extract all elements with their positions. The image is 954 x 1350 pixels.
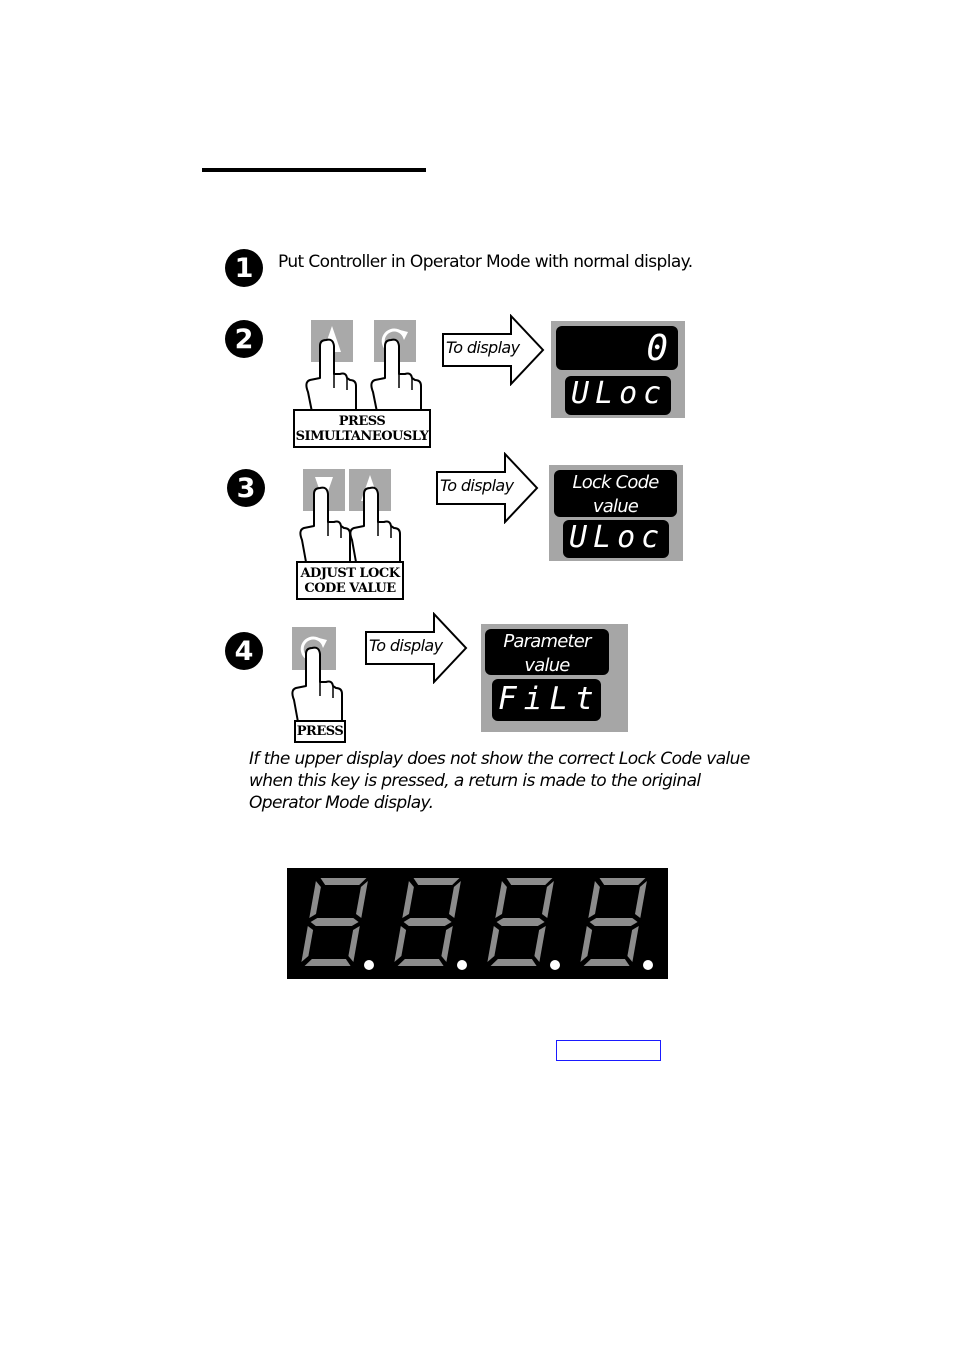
segment (487, 926, 499, 962)
lower-display (492, 679, 601, 721)
step-1-number: 1 (225, 249, 263, 287)
upper-display-line-2: value (592, 496, 639, 517)
segment (309, 881, 321, 918)
segment (394, 926, 406, 962)
seven-segment-digits (287, 868, 668, 979)
segment (398, 959, 444, 966)
lower-display-value: FiLt (498, 681, 601, 717)
arrow-label: To display (369, 636, 443, 655)
segment (441, 926, 452, 962)
segment (635, 881, 647, 918)
segment (404, 918, 452, 926)
decimal-point (457, 960, 467, 970)
label-line-1: PRESS (338, 413, 386, 429)
note-text: If the upper display does not show the correct Lock Code value when this key is pressed, a return is made to the original Operator Mode display. (249, 749, 750, 813)
upper-display (556, 326, 678, 370)
segment (534, 926, 545, 962)
upper-display-line-1: Parameter (503, 631, 591, 652)
arrow-label: To display (446, 338, 520, 357)
decimal-point (550, 960, 560, 970)
segment (495, 881, 507, 918)
press-label (294, 720, 346, 743)
decimal-point (643, 960, 653, 970)
segment (301, 926, 313, 962)
lower-display (565, 376, 671, 415)
step-2-number: 2 (225, 320, 263, 358)
segment (491, 959, 537, 966)
lower-display-value: ULoc (571, 376, 668, 411)
arrow-label: To display (440, 476, 514, 495)
upper-display (554, 470, 677, 517)
segment (590, 918, 638, 926)
segment (321, 878, 367, 885)
step-4-number: 4 (225, 632, 263, 670)
decimal-point (364, 960, 374, 970)
heading-rule (202, 168, 426, 172)
segment (449, 881, 461, 918)
adjust-lock-code-label (296, 561, 404, 600)
segment (305, 959, 351, 966)
display-panel (481, 624, 628, 732)
display-panel (551, 321, 685, 418)
segment (627, 926, 638, 962)
segment (600, 878, 646, 885)
lower-display-value: ULoc (569, 520, 666, 555)
segment (311, 918, 359, 926)
segment (356, 881, 368, 918)
segment (402, 881, 414, 918)
segment (497, 918, 545, 926)
segment (588, 881, 600, 918)
segment (348, 926, 359, 962)
upper-display-line-1: Lock Code (572, 472, 659, 493)
label-line-2: SIMULTANEOUSLY (295, 428, 429, 444)
segment (584, 959, 630, 966)
pointing-hands-icon (294, 484, 406, 564)
segment (507, 878, 553, 885)
press-simultaneously-label (293, 409, 431, 448)
label-line-2: CODE VALUE (304, 580, 396, 596)
upper-display-value: 0 (646, 328, 668, 369)
label-text: PRESS (296, 724, 344, 739)
label-line-1: ADJUST LOCK (300, 565, 400, 581)
step-3-number: 3 (227, 469, 265, 507)
pointing-hand-icon (286, 644, 350, 724)
link-box[interactable] (556, 1040, 661, 1061)
segment (414, 878, 460, 885)
segment (580, 926, 592, 962)
seven-segment-display (287, 868, 668, 979)
step-1-text: Put Controller in Operator Mode with normal display. (278, 252, 693, 272)
upper-display (485, 629, 609, 675)
upper-display-line-2: value (524, 655, 570, 676)
pointing-hands-icon (300, 336, 430, 414)
display-panel (549, 465, 683, 561)
segment (542, 881, 554, 918)
lower-display (563, 520, 669, 558)
